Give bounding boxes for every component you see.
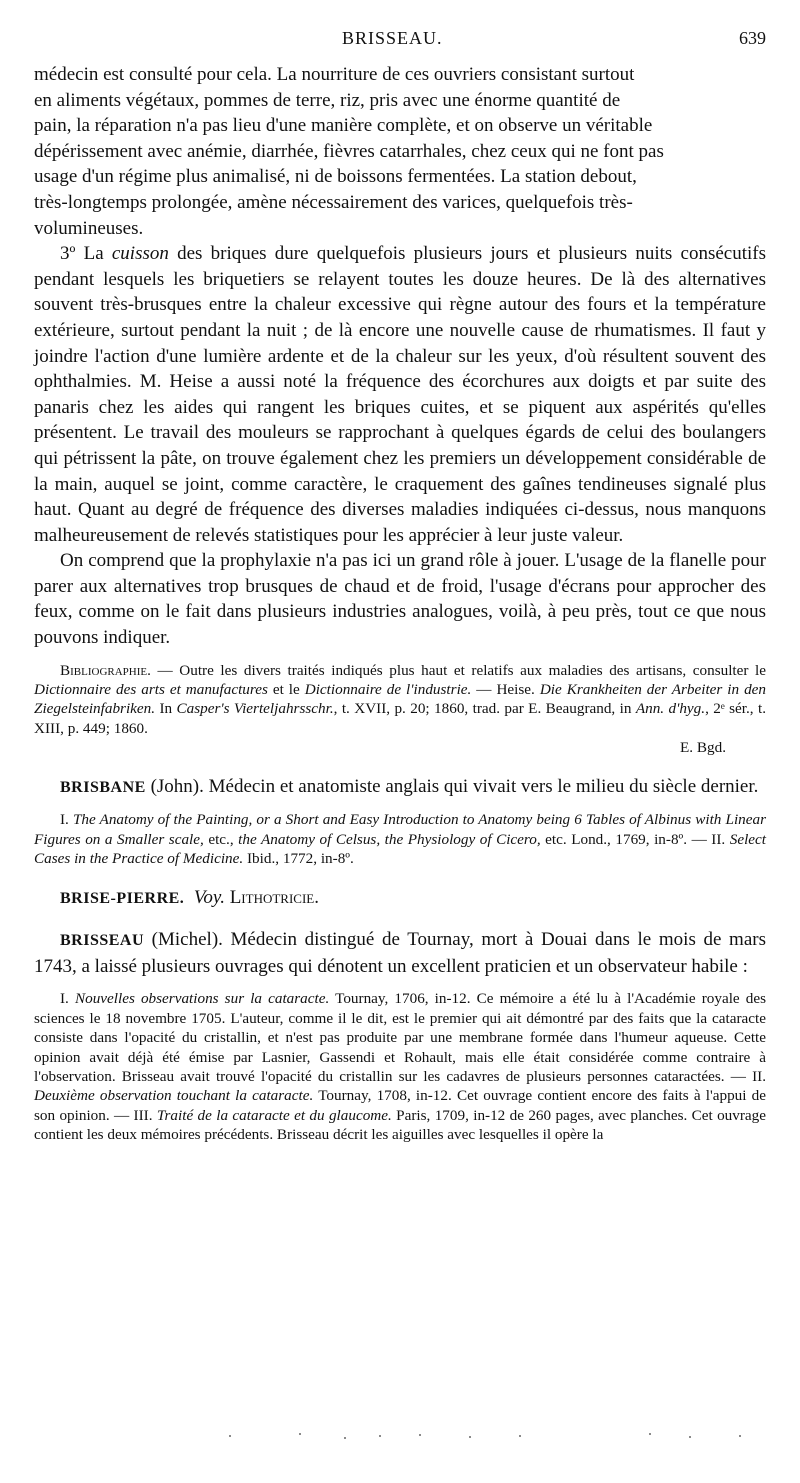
prophylaxie-text: On comprend que la prophylaxie n'a pas ici un grand rôle à jouer. L'usage de la flanelle pour parer aux alternatives trop brusques de chaud et de froid, l'usage d'écrans pour approcher des feux, comme on le fait dans plusieurs industries analogues, voilà, à peu près, tout ce que nous pouvons indiquer. — [34, 550, 766, 649]
entry-brisbane — [34, 774, 766, 801]
running-head: BRISSEAU. — [342, 28, 443, 48]
prophylaxie-paragraph — [34, 548, 766, 650]
text-line: volumineuses. — [34, 217, 144, 239]
cuisson-term: cuisson — [111, 243, 169, 265]
cuisson-lead: 3º La — [60, 243, 112, 265]
text-line: pain, la réparation n'a pas lieu d'une manière complète, et on observe un véritable — [34, 115, 653, 137]
page-header — [34, 28, 766, 62]
brisbane-works: I. The Anatomy of the Painting, or a Short and Easy Introduction to Anatomy being 6 Tables of Albinus with Linear Figures on a Smaller scale, etc., the Anatomy of Celsus, the Physiology of Cicero, etc. Lond., 1769, in-8º. — II. Select Cases in the Practice of Medicine. Ibid., 1772, in-8º. — [34, 811, 766, 868]
entry-brisseau — [34, 927, 766, 979]
text-line: usage d'un régime plus animalisé, ni de boissons fermentées. La station debout, — [34, 166, 637, 188]
entry-text: (Michel). Médecin distingué de Tournay, mort à Douai dans le mois de mars 1743, a laissé plusieurs ouvrages qui dénotent un excellent praticien et un observateur habile : — [34, 929, 766, 977]
bibliography-label: Bibliographie. — [60, 661, 151, 679]
text-line: dépérissement avec anémie, diarrhée, fièvres catarrhales, chez ceux qui ne font pas — [34, 140, 664, 162]
brisseau-works: I. Nouvelles observations sur la cataracte. Tournay, 1706, in-12. Ce mémoire a été lu à l'Académie royale des sciences le 18 novembre 1705. L'auteur, comme il le dit, est le premier qui ait démontré par des faits que la cataracte consiste dans l'opacité du cristallin, et n'est pas produite par une membrane formée dans l'humeur aqueuse. Cette opinion avait déjà été émise par Lasnier, Gassendi et Rohault, mais elle était considérée comme contraire à l'observation. Brisseau avait trouvé l'opacité du cristallin sur les cadavres de plusieurs personnes cataractées. — II. Deuxième observation touchant la cataracte. Tournay, 1708, in-12. Cet ouvrage contient encore des faits à l'appui de son opinion. — III. Traité de la cataracte et du glaucome. Paris, 1709, in-12 de 260 pages, avec planches. Cet ouvrage contient les deux mémoires précédents. Brisseau décrit les aiguilles avec lesquelles il opère la — [34, 990, 767, 1144]
voy-label: Voy. — [193, 886, 225, 908]
page-number: 639 — [739, 28, 766, 48]
scan-specks — [0, 1416, 800, 1456]
page — [34, 28, 766, 1145]
text-line: en aliments végétaux, pommes de terre, riz, pris avec une énorme quantité de — [34, 89, 621, 111]
entry-text: (John). Médecin et anatomiste anglais qui vivait vers le milieu du siècle dernier. — [145, 775, 759, 797]
entry-brise-pierre — [34, 885, 766, 912]
headword: BRISE-PIERRE. — [60, 889, 185, 907]
headword: BRISBANE — [60, 778, 146, 796]
bibliography: Bibliographie. — Outre les divers traités indiqués plus haut et relatifs aux maladies des artisans, consulter le Dictionnaire des arts et manufactures et le Dictionnaire de l'industrie. — Heise. Die Krankheiten der Arbeiter in den Ziegelsteinfabriken. In Casper's Vierteljahrsschr., t. XVII, p. 20; 1860, trad. par E. Beaugrand, in Ann. d'hyg., 2ᵉ sér., t. XIII, p. 449; 1860. E. Bgd. — [34, 661, 766, 757]
headword: BRISSEAU — [60, 932, 145, 950]
cuisson-paragraph — [34, 241, 766, 548]
cross-reference: Lithotricie. — [229, 886, 319, 908]
text-line: très-longtemps prolongée, amène nécessairement des varices, quelquefois très- — [34, 191, 633, 213]
text-line: médecin est consulté pour cela. La nourriture de ces ouvriers consistant surtout — [34, 64, 635, 85]
bibliography-signature: E. Bgd. — [680, 739, 726, 757]
cuisson-body: des briques dure quelquefois plusieurs jours et plusieurs nuits consécutifs pendant lesquels les briquetiers se relayent toutes les douze heures. De là des alternatives souvent très-brusques entre la chaleur excessive qui règne autour des fours et la température extérieure, surtout pendant la nuit ; de là encore une nouvelle cause de rhumatismes. Il faut y joindre l'action d'une lumière ardente et de la chaleur sur les yeux, d'où résultent souvent des ophthalmies. M. Heise a aussi noté la fréquence des écorchures aux doigts et par suite des panaris chez les aides qui rangent les briques cuites, et se piquent aux aspérités qu'elles présentent. Le travail des mouleurs se rapprochant à quelques égards de celui des boulangers qui pétrissent la pâte, on trouve également chez les premiers un développement considérable de la main, auquel se joint, comme caractère, le craquement des gaînes tendineuses signalé plus haut. Quant au degré de fréquence des diverses maladies indiquées ci-dessus, nous manquons malheureusement de relevés statistiques pour les apprécier à leur juste valeur. — [34, 243, 766, 546]
continuation-paragraph — [34, 62, 766, 241]
